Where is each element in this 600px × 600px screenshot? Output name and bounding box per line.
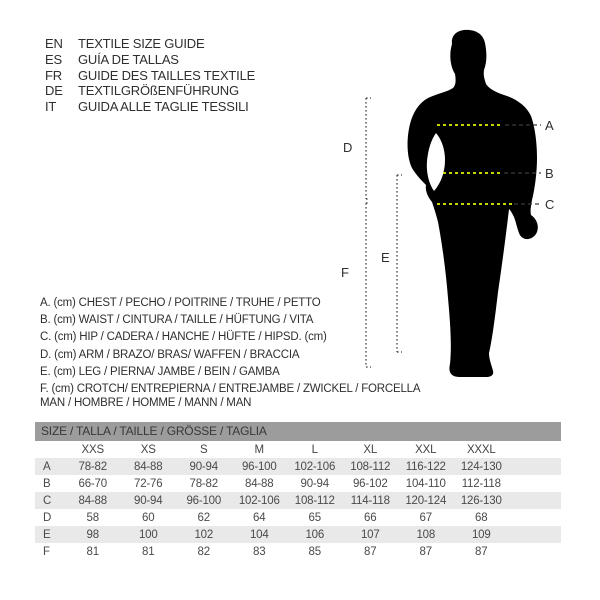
language-row-es (45, 52, 255, 68)
cell: 82 (197, 545, 210, 558)
cell: 90-94 (189, 460, 218, 473)
language-code: ES (45, 52, 62, 68)
cell: 72-76 (134, 477, 163, 490)
marker-label-e: E (381, 250, 390, 265)
cell: 104 (249, 528, 269, 541)
cell: 84-88 (134, 460, 163, 473)
arm-extent-line (366, 98, 371, 199)
language-title-list (45, 36, 255, 114)
legend-line-waist: B. (cm) WAIST / CINTURA / TAILLE / HÜFTUNG / VITA (40, 314, 314, 327)
table-row-a (35, 458, 561, 475)
cell: 100 (138, 528, 158, 541)
table-row-e (35, 526, 561, 543)
cell: 66 (364, 511, 377, 524)
cell: 90-94 (134, 494, 163, 507)
col-header-xxs: XXS (81, 443, 104, 456)
language-code: EN (45, 36, 63, 52)
man-silhouette (408, 30, 538, 377)
cell: 66-70 (78, 477, 107, 490)
measurement-legend (40, 295, 420, 398)
table-row-d (35, 509, 561, 526)
cell: 116-122 (405, 460, 446, 473)
cell: 96-100 (186, 494, 222, 507)
cell: 104-110 (405, 477, 446, 490)
cell: 78-82 (78, 460, 107, 473)
col-header-xs: XS (140, 443, 156, 456)
row-label: E (43, 528, 51, 541)
cell: 120-124 (405, 494, 447, 507)
cell: 107 (360, 528, 380, 541)
cell: 60 (142, 511, 155, 524)
cell: 108 (416, 528, 436, 541)
cell: 126-130 (460, 494, 502, 507)
col-header-xxxl: XXXL (466, 443, 496, 456)
cell: 83 (253, 545, 266, 558)
cell: 108-112 (350, 460, 391, 473)
language-code: IT (45, 99, 57, 115)
guide-title-es: GUÍA DE TALLAS (78, 52, 179, 68)
size-table-title: SIZE / TALLA / TAILLE / GRÖSSE / TAGLIA (35, 422, 561, 441)
legend-line-chest: A. (cm) CHEST / PECHO / POITRINE / TRUHE / PETTO (40, 297, 321, 309)
legend-line-arm: D. (cm) ARM / BRAZO/ BRAS/ WAFFEN / BRACCIA (40, 348, 300, 361)
cell: 87 (364, 545, 377, 558)
col-header-xxl: XXL (415, 443, 437, 456)
col-header-l: L (311, 443, 318, 456)
cell: 65 (308, 511, 321, 524)
table-row-b (35, 475, 561, 492)
language-row-it (45, 99, 255, 115)
cell: 58 (86, 511, 99, 524)
language-row-de (45, 83, 255, 99)
cell: 108-112 (294, 494, 335, 507)
cell: 102-106 (238, 494, 280, 507)
row-label: A (43, 460, 51, 473)
marker-label-d: D (343, 140, 353, 155)
marker-label-b: B (545, 166, 554, 181)
guide-title-it: GUIDA ALLE TAGLIE TESSILI (78, 99, 249, 115)
marker-label-a: A (545, 118, 554, 133)
cell: 124-130 (460, 460, 502, 473)
col-header-xl: XL (363, 443, 378, 456)
cell: 109 (471, 528, 491, 541)
cell: 67 (419, 511, 432, 524)
cell: 96-102 (352, 477, 388, 490)
language-code: DE (45, 83, 63, 99)
cell: 84-88 (78, 494, 107, 507)
legend-line-hip: C. (cm) HIP / CADERA / HANCHE / HÜFTE / HIPSD. (cm) (40, 331, 327, 344)
cell: 84-88 (245, 477, 274, 490)
cell: 85 (308, 545, 321, 558)
language-code: FR (45, 67, 62, 83)
col-header-m: M (254, 443, 264, 456)
language-row-en (45, 36, 255, 52)
marker-label-c: C (545, 197, 555, 212)
marker-label-f: F (341, 265, 349, 280)
cell: 102-106 (294, 460, 336, 473)
cell: 78-82 (189, 477, 218, 490)
row-label: D (43, 511, 52, 524)
table-row-c (35, 492, 561, 509)
cell: 87 (475, 545, 488, 558)
legend-line-leg: E. (cm) LEG / PIERNA/ JAMBE / BEIN / GAMBA (40, 365, 280, 378)
cell: 87 (419, 545, 432, 558)
guide-title-fr: GUIDE DES TAILLES TEXTILE (78, 67, 256, 83)
cell: 102 (194, 528, 214, 541)
cell: 68 (475, 511, 488, 524)
cell: 106 (305, 528, 325, 541)
table-row-f (35, 543, 561, 560)
size-table-column-headers (35, 441, 561, 458)
cell: 62 (197, 511, 210, 524)
cell: 81 (142, 545, 155, 558)
cell: 81 (86, 545, 99, 558)
language-row-fr (45, 67, 255, 83)
row-label: B (43, 477, 51, 490)
size-table (35, 422, 561, 560)
cell: 114-118 (350, 494, 390, 507)
legend-line-crotch: F. (cm) CROTCH/ ENTREPIERNA / ENTREJAMBE / ZWICKEL / FORCELLA (40, 383, 421, 396)
cell: 64 (253, 511, 266, 524)
col-header-s: S (200, 443, 208, 456)
cell: 90-94 (300, 477, 329, 490)
cell: 98 (86, 528, 99, 541)
row-label: F (43, 545, 50, 558)
guide-title-de: TEXTILGRÖßENFÜHRUNG (78, 83, 239, 99)
gender-line: MAN / HOMBRE / HOMME / MANN / MAN (40, 397, 252, 409)
cell: 112-118 (461, 477, 501, 490)
row-label: C (43, 494, 52, 507)
guide-title-en: TEXTILE SIZE GUIDE (78, 36, 205, 52)
cell: 96-100 (241, 460, 277, 473)
